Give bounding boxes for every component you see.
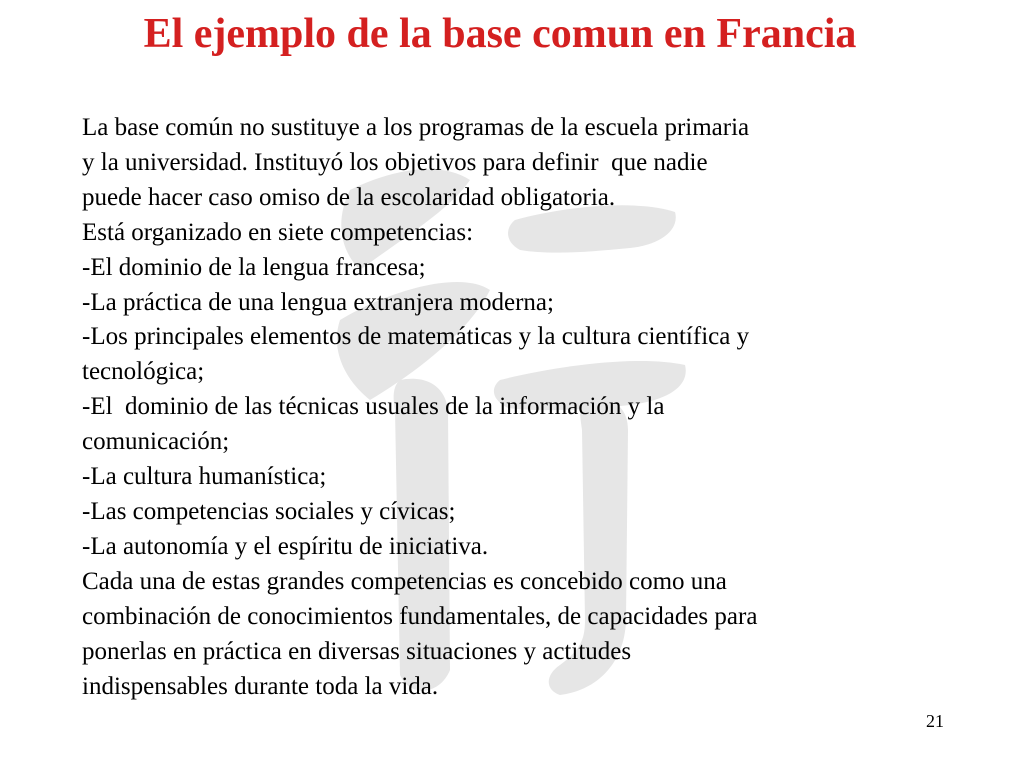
body-line: indispensables durante toda la vida. bbox=[82, 672, 439, 700]
list-item: -Los principales elementos de matemáticas y la cultura científica y bbox=[82, 323, 750, 351]
list-item-continuation: comunicación; bbox=[82, 428, 230, 456]
slide-title: El ejemplo de la base comun en Francia bbox=[143, 11, 857, 57]
body-line: y la universidad. Instituyó los objetivos para definir que nadie bbox=[82, 148, 708, 176]
slide-body bbox=[82, 111, 982, 704]
body-line: Está organizado en siete competencias: bbox=[82, 218, 474, 246]
list-item: -Las competencias sociales y cívicas; bbox=[82, 497, 456, 525]
list-item-continuation: tecnológica; bbox=[82, 358, 205, 386]
body-line: ponerlas en práctica en diversas situaciones y actitudes bbox=[82, 637, 632, 665]
list-item: -El dominio de las técnicas usuales de la información y la bbox=[82, 393, 665, 421]
body-line: puede hacer caso omiso de la escolaridad obligatoria. bbox=[82, 183, 616, 211]
list-item: -La cultura humanística; bbox=[82, 463, 327, 491]
list-item: -El dominio de la lengua francesa; bbox=[82, 253, 426, 281]
page-number: 21 bbox=[926, 711, 944, 731]
list-item: -La autonomía y el espíritu de iniciativa. bbox=[82, 532, 489, 560]
list-item: -La práctica de una lengua extranjera moderna; bbox=[82, 288, 554, 316]
body-line: La base común no sustituye a los programas de la escuela primaria bbox=[82, 114, 750, 141]
body-line: combinación de conocimientos fundamentales, de capacidades para bbox=[82, 602, 758, 630]
body-line: Cada una de estas grandes competencias es concebido como una bbox=[82, 567, 727, 595]
